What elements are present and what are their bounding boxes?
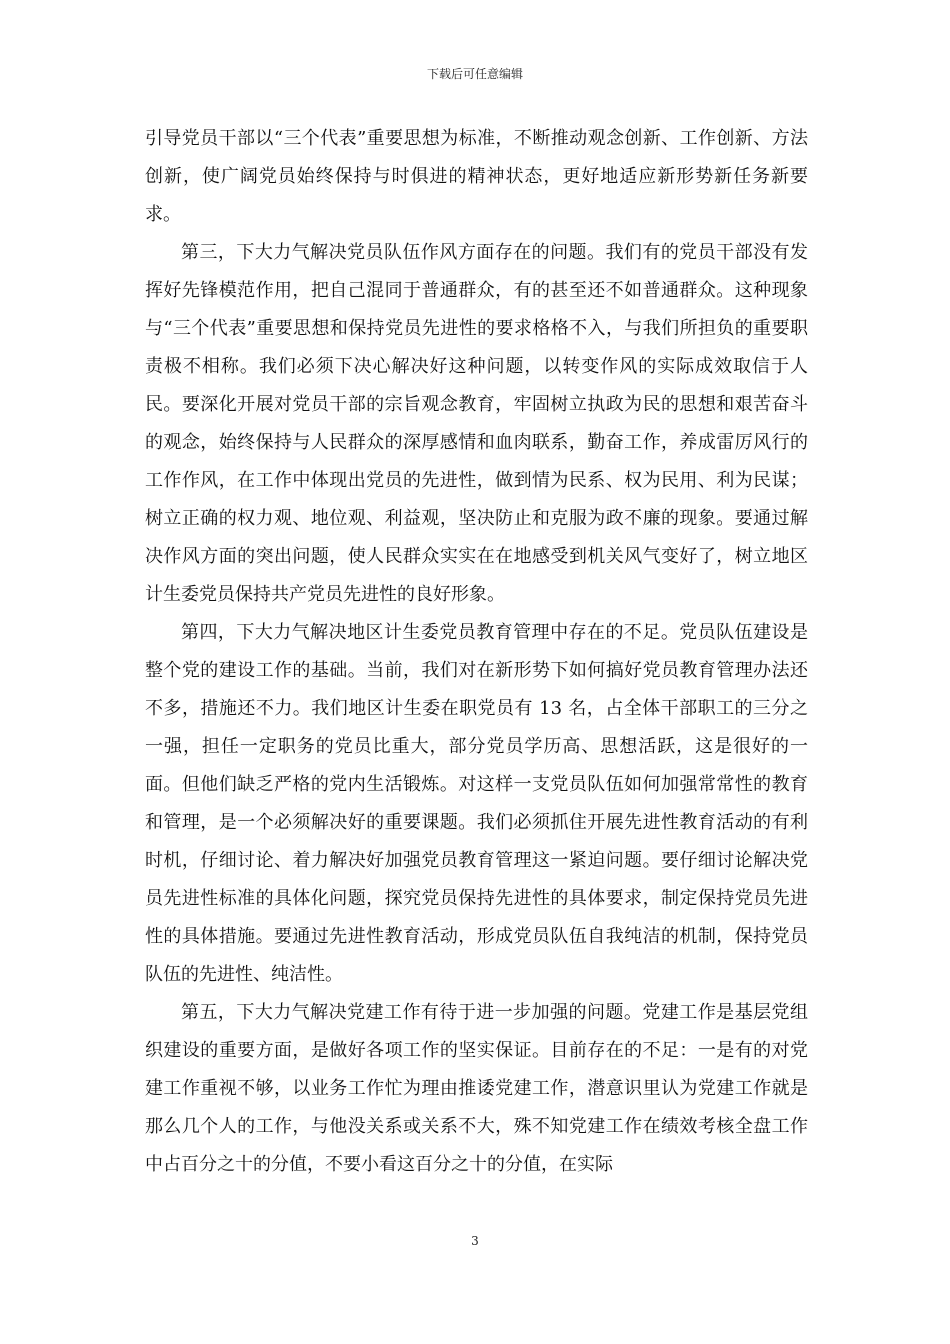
paragraph-third-point: 第三，下大力气解决党员队伍作风方面存在的问题。我们有的党员干部没有发挥好先锋模范作用，把自己混同于普通群众，有的甚至还不如普通群众。这种现象与“三个代表”重要思想和保持党员先进性的要求格格不入，与我们所担负的重要职责极不相称。我们必须下决心解决好这种问题，以转变作风的实际成效取信于人民。要深化开展对党员干部的宗旨观念教育，牢固树立执政为民的思想和艰苦奋斗的观念，始终保持与人民群众的深厚感情和血肉联系，勤奋工作，养成雷厉风行的工作作风，在工作中体现出党员的先进性，做到情为民系、权为民用、利为民谋；树立正确的权力观、地位观、利益观，坚决防止和克服为政不廉的现象。要通过解决作风方面的突出问题，使人民群众实实在在地感受到机关风气变好了，树立地区计生委党员保持共产党员先进性的良好形象。 (145, 242, 808, 605)
document-body (145, 120, 808, 1184)
page-number: 3 (471, 1234, 479, 1248)
paragraph-fifth-point: 第五，下大力气解决党建工作有待于进一步加强的问题。党建工作是基层党组织建设的重要方面，是做好各项工作的坚实保证。目前存在的不足：一是有的对党建工作重视不够，以业务工作忙为理由推诿党建工作，潜意识里认为党建工作就是那么几个人的工作，与他没关系或关系不大，殊不知党建工作在绩效考核全盘工作中占百分之十的分值，不要小看这百分之十的分值，在实际 (145, 1002, 808, 1175)
page-header: 下载后可任意编辑 (426, 67, 523, 81)
paragraph-fourth-point: 第四，下大力气解决地区计生委党员教育管理中存在的不足。党员队伍建设是整个党的建设工作的基础。当前，我们对在新形势下如何搞好党员教育管理办法还不多，措施还不力。我们地区计生委在职党员有 13 名，占全体干部职工的三分之一强，担任一定职务的党员比重大，部分党员学历高、思想活跃，这是很好的一面。但他们缺乏严格的党内生活锻炼。对这样一支党员队伍如何加强常常性的教育和管理，是一个必须解决好的重要课题。我们必须抓住开展先进性教育活动的有利时机，仔细讨论、着力解决好加强党员教育管理这一紧迫问题。要仔细讨论解决党员先进性标准的具体化问题，探究党员保持先进性的具体要求，制定保持党员先进性的具体措施。要通过先进性教育活动，形成党员队伍自我纯洁的机制，保持党员队伍的先进性、纯洁性。 (145, 622, 808, 985)
paragraph-continuation: 引导党员干部以“三个代表”重要思想为标准，不断推动观念创新、工作创新、方法创新，使广阔党员始终保持与时俱进的精神状态，更好地适应新形势新任务新要求。 (145, 128, 808, 225)
